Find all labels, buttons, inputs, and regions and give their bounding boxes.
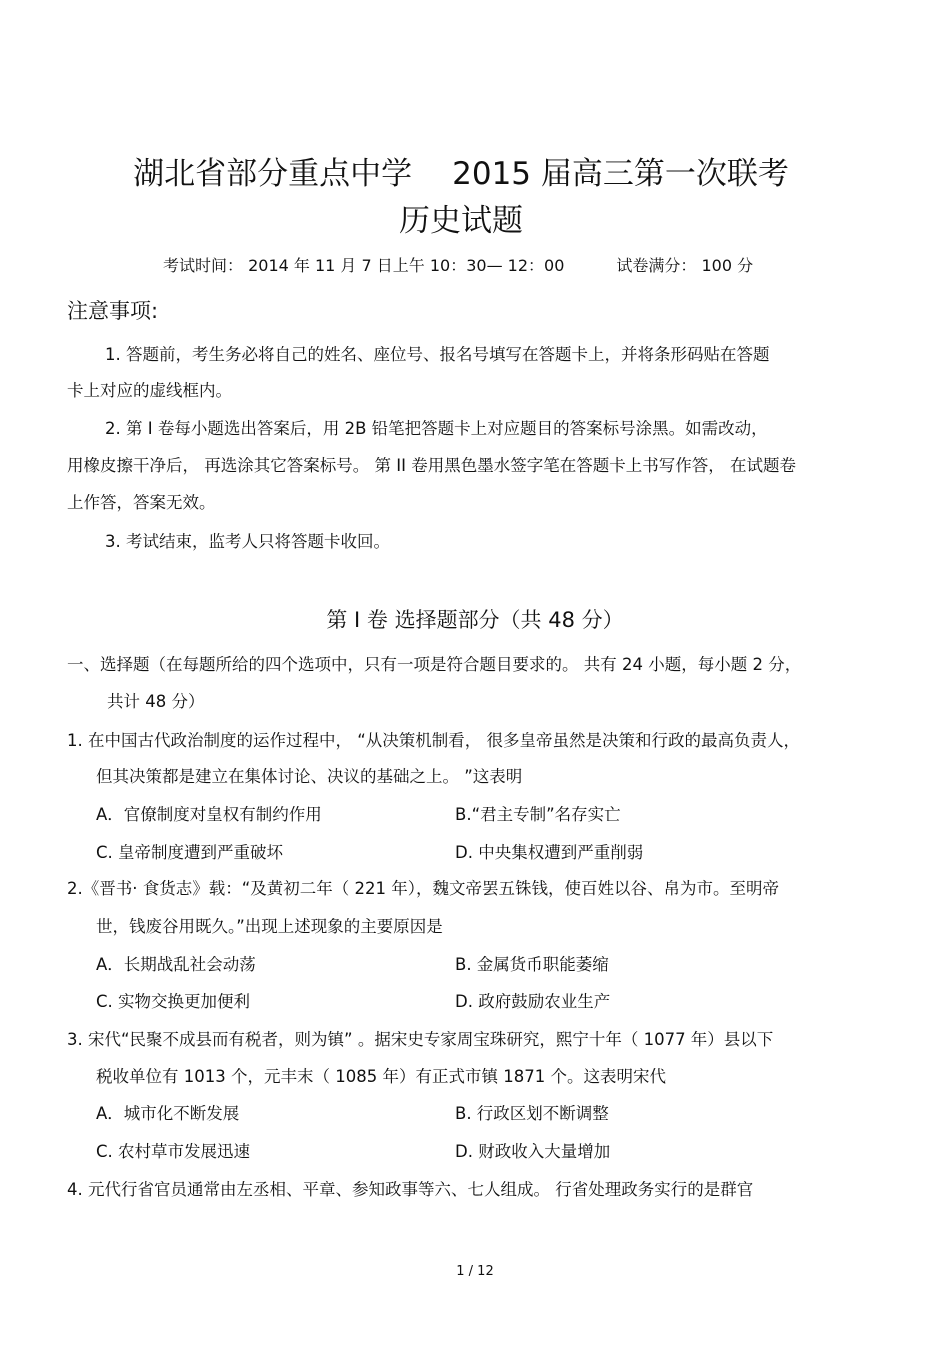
- question-3-option-b: B. 行政区划不断调整: [455, 1104, 609, 1123]
- exam-title-line1: [0, 152, 922, 196]
- question-3-stem-b: 税收单位有 1013 个，元丰末（ 1085 年）有正式市镇 1871 个。这表明宋代: [96, 1067, 666, 1086]
- question-3-option-c: C. 农村草市发展迅速: [96, 1142, 251, 1161]
- question-1-option-b: B.“君主专制”名存实亡: [455, 805, 621, 824]
- section-intro-a: 一、选择题（在每题所给的四个选项中，只有一项是符合题目要求的。 共有 24 小题，每小题 2 分，: [67, 655, 802, 674]
- question-3-stem-a: 3. 宋代“民聚不成县而有税者，则为镇” 。据宋史专家周宝珠研究，熙宁十年（ 1077 年）县以下: [67, 1030, 774, 1049]
- question-2-option-d: D. 政府鼓励农业生产: [455, 992, 611, 1011]
- question-1-stem-b: 但其决策都是建立在集体讨论、决议的基础之上。 ”这表明: [96, 767, 523, 786]
- question-2-option-b: B. 金属货币职能萎缩: [455, 955, 609, 974]
- notice-item-1b: 卡上对应的虚线框内。: [67, 381, 232, 400]
- question-2-stem-b: 世，钱废谷用既久。”出现上述现象的主要原因是: [96, 917, 443, 936]
- question-1-option-c: C. 皇帝制度遭到严重破坏: [96, 843, 284, 862]
- exam-title-school: 湖北省部分重点中学: [133, 156, 413, 192]
- notice-heading: 注意事项:: [67, 299, 159, 323]
- exam-score: 试卷满分： 100 分: [616, 256, 754, 275]
- question-1-stem-a: 1. 在中国古代政治制度的运作过程中， “从决策机制看， 很多皇帝虽然是决策和行政的最高负责人，: [67, 731, 801, 750]
- notice-item-3: 3. 考试结束，监考人只将答题卡收回。: [105, 532, 390, 551]
- question-2-option-a: A．长期战乱社会动荡: [96, 955, 256, 974]
- question-3-option-a: A．城市化不断发展: [96, 1104, 240, 1123]
- exam-title-subject: 历史试题: [399, 203, 523, 239]
- question-1-option-a: A．官僚制度对皇权有制约作用: [96, 805, 322, 824]
- exam-title-exam: 2015 届高三第一次联考: [452, 156, 789, 192]
- page-number: 1 / 12: [456, 1264, 494, 1279]
- question-2-stem-a: 2.《晋书· 食货志》载：“及黄初二年（ 221 年），魏文帝罢五铢钱，使百姓以谷、帛为市。至明帝: [67, 879, 780, 898]
- question-3-option-d: D. 财政收入大量增加: [455, 1142, 611, 1161]
- notice-item-1a: 1. 答题前，考生务必将自己的姓名、座位号、报名号填写在答题卡上，并将条形码贴在答题: [105, 345, 770, 364]
- notice-item-2b: 用橡皮擦干净后， 再选涂其它答案标号。 第 II 卷用黑色墨水签字笔在答题卡上书写作答， 在试题卷: [67, 456, 796, 475]
- question-4-stem-a: 4. 元代行省官员通常由左丞相、平章、参知政事等六、七人组成。 行省处理政务实行的是群官: [67, 1180, 754, 1199]
- section-title: 第 I 卷 选择题部分（共 48 分）: [326, 608, 624, 632]
- section-intro-b: 共计 48 分）: [107, 692, 205, 711]
- notice-item-2a: 2. 第 I 卷每小题选出答案后，用 2B 铅笔把答题卡上对应题目的答案标号涂黑。如需改动，: [105, 419, 768, 438]
- question-2-option-c: C. 实物交换更加便利: [96, 992, 251, 1011]
- notice-item-2c: 上作答，答案无效。: [67, 493, 216, 512]
- exam-time: 考试时间： 2014 年 11 月 7 日上午 10：30— 12：00: [163, 256, 565, 275]
- question-1-option-d: D. 中央集权遭到严重削弱: [455, 843, 644, 862]
- exam-meta: [163, 254, 753, 278]
